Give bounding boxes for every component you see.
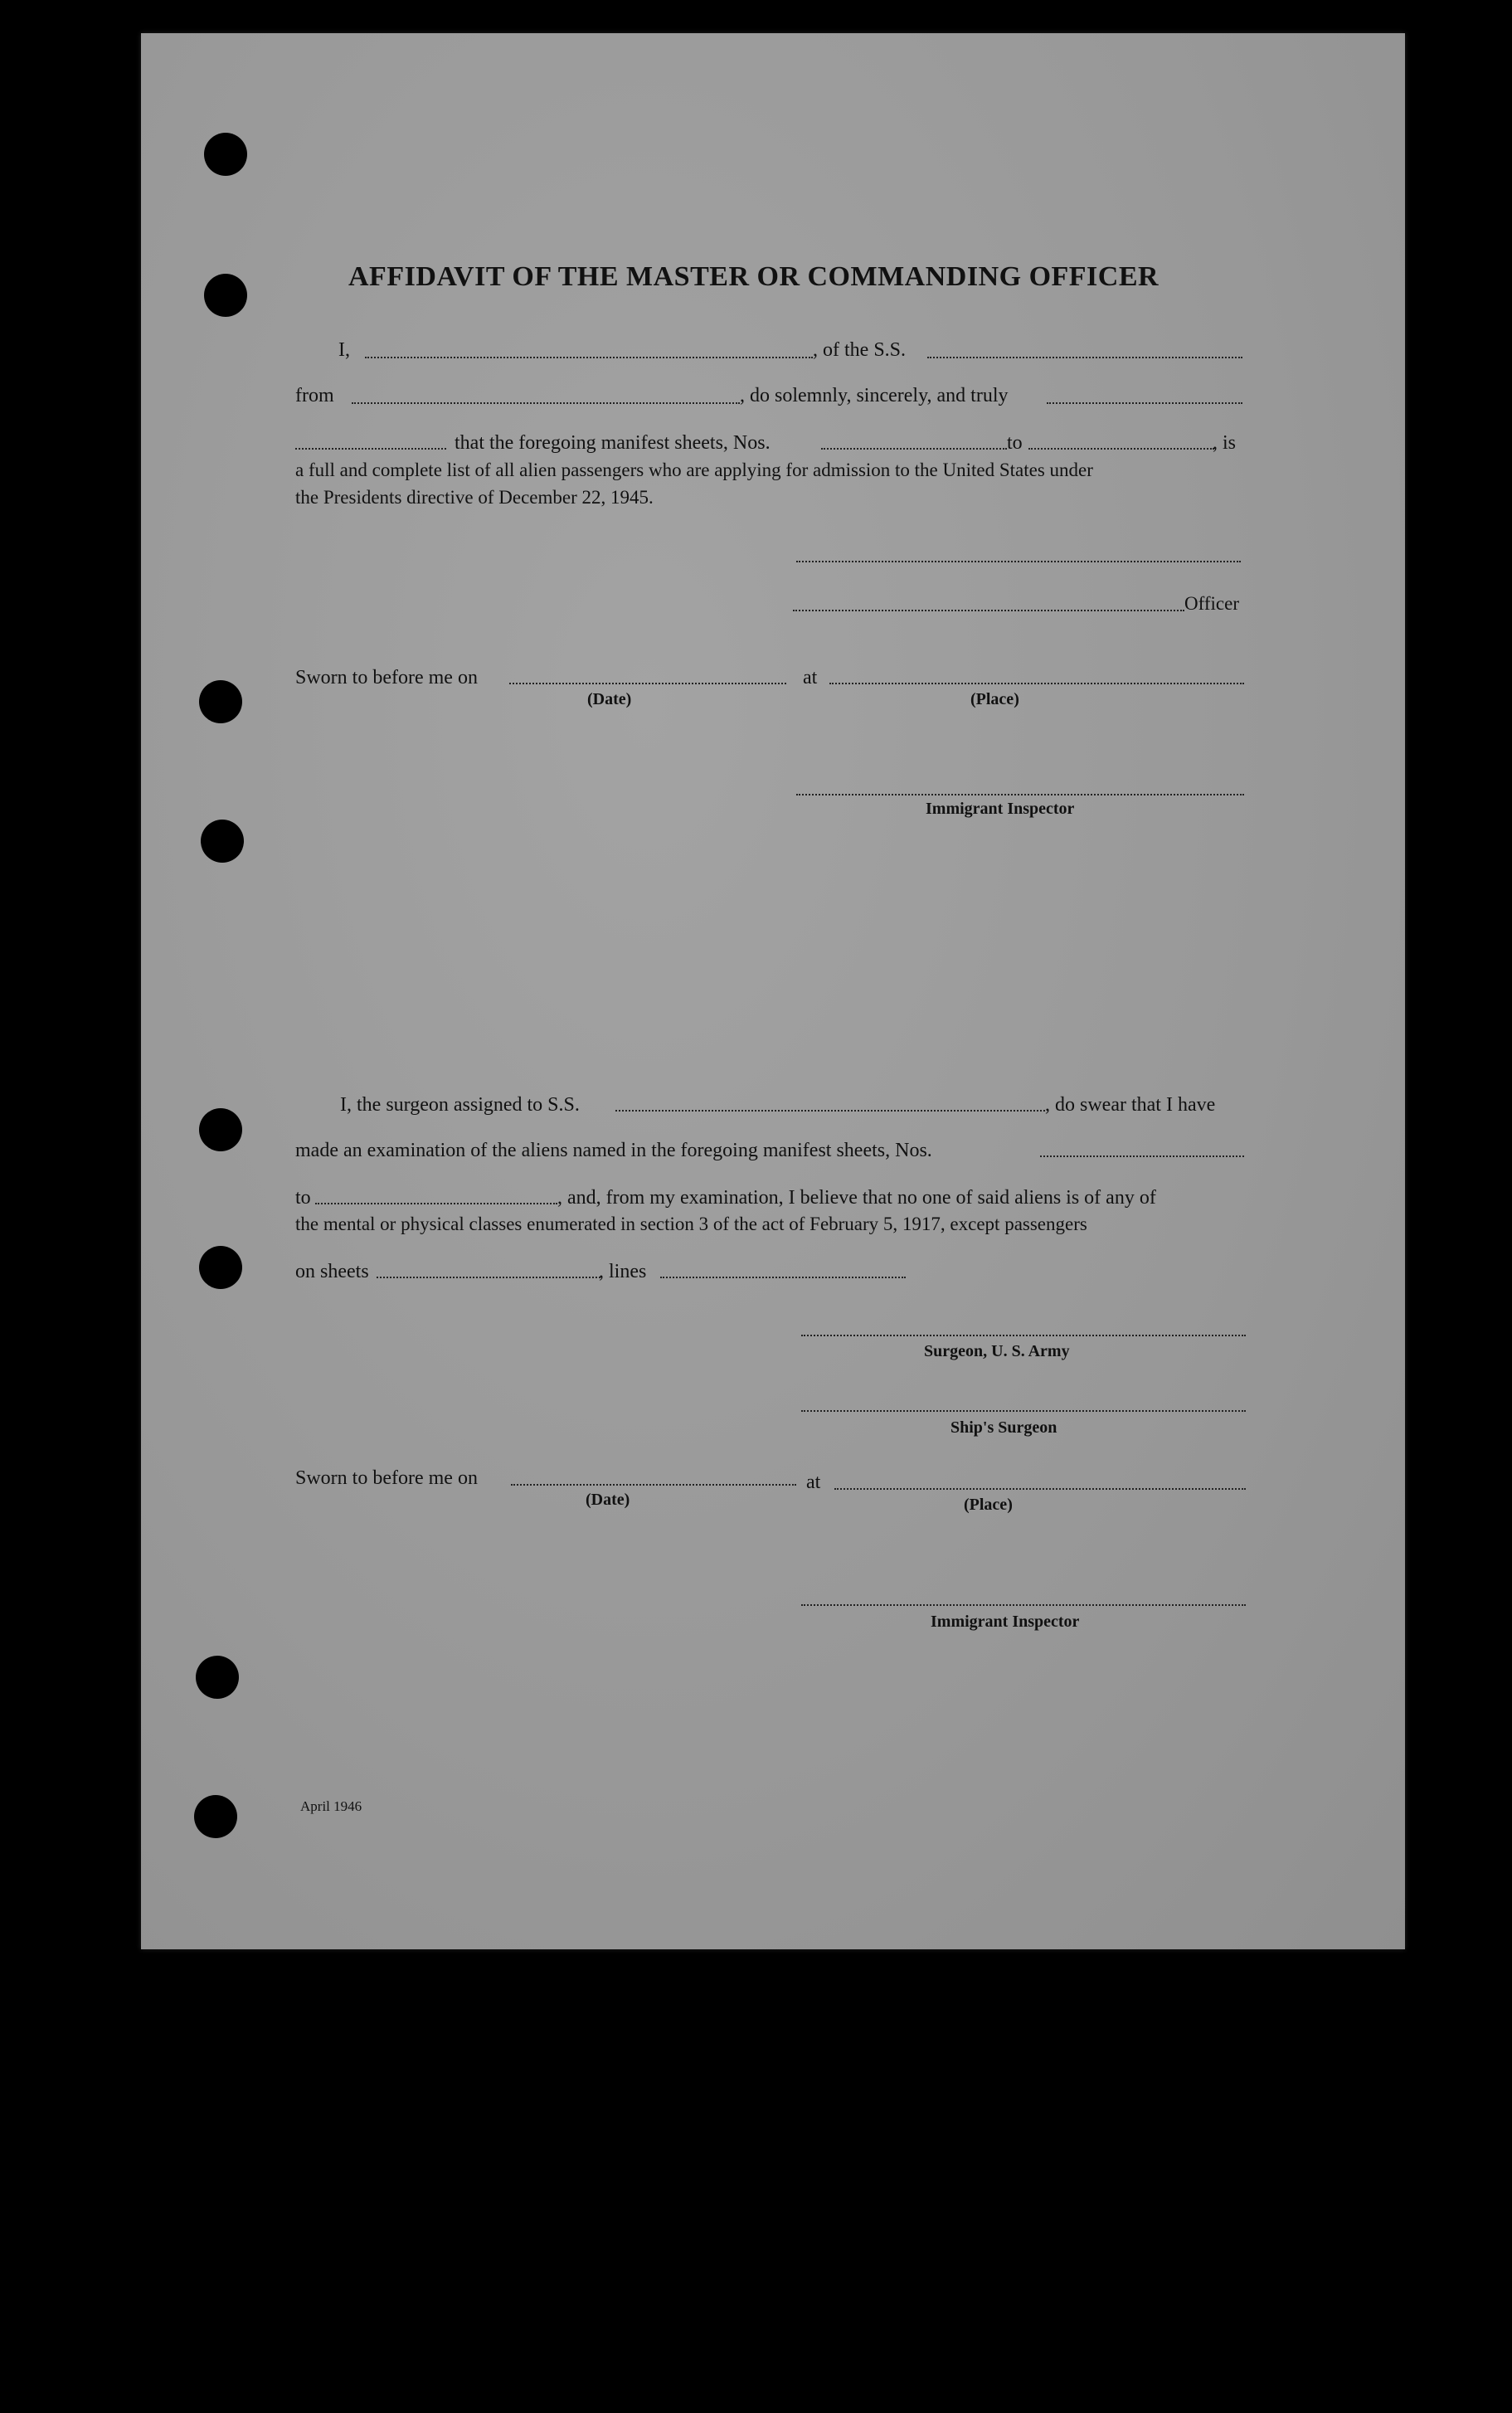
manifest-from-field[interactable] (821, 448, 1007, 450)
surgeon-manifest-to-field[interactable] (315, 1203, 557, 1204)
affidavit-title: AFFIDAVIT OF THE MASTER OR COMMANDING OFFICER (348, 261, 1160, 292)
form-sheet (141, 33, 1405, 1949)
signature-line[interactable] (796, 561, 1241, 562)
oath-verb-field[interactable] (295, 448, 446, 450)
punch-hole (204, 274, 247, 317)
surgeon-to-label: to (295, 1187, 311, 1209)
place-caption: (Place) (970, 690, 1019, 708)
inspector-caption-2: Immigrant Inspector (931, 1613, 1080, 1631)
army-surgeon-caption: Surgeon, U. S. Army (924, 1342, 1070, 1360)
at-label: at (803, 667, 818, 688)
sworn-label: Sworn to before me on (295, 667, 478, 688)
surgeon-line-4: the mental or physical classes enumerated in section 3 of the act of February 5, 1917, except passengers (295, 1214, 1087, 1234)
except-lines-field[interactable] (660, 1277, 906, 1278)
oath-field[interactable] (1047, 402, 1242, 404)
surgeon-line-1a: I, the surgeon assigned to S.S. (340, 1094, 580, 1116)
punch-hole (199, 680, 242, 723)
except-sheets-field[interactable] (377, 1277, 600, 1278)
ship-surgeon-caption: Ship's Surgeon (950, 1418, 1057, 1437)
punch-hole (201, 820, 244, 863)
punch-hole (196, 1656, 239, 1699)
army-surgeon-signature-field[interactable] (801, 1335, 1246, 1336)
affidavit-line-4: a full and complete list of all alien passengers who are applying for admission to the United States under (295, 460, 1093, 480)
to-label: to (1007, 432, 1023, 454)
inspector-signature-field-2[interactable] (801, 1604, 1246, 1606)
of-ss-label: , of the S.S. (813, 339, 907, 361)
inspector-caption: Immigrant Inspector (926, 800, 1075, 818)
from-port-field[interactable] (352, 402, 740, 404)
date-caption: (Date) (587, 690, 632, 708)
punch-hole (199, 1108, 242, 1151)
date-caption-2: (Date) (586, 1491, 630, 1509)
sworn-date-field[interactable] (509, 683, 786, 684)
sworn-place-field-2[interactable] (834, 1488, 1246, 1490)
punch-hole (204, 133, 247, 176)
officer-signature-field[interactable] (793, 610, 1184, 611)
officer-label: Officer (1184, 593, 1239, 614)
solemnly-label: , do solemnly, sincerely, and truly (740, 385, 1009, 406)
surgeon-line-3: , and, from my examination, I believe that no one of said aliens is of any of (557, 1187, 1156, 1209)
from-label: from (295, 385, 334, 406)
surgeon-line-1b: , do swear that I have (1045, 1094, 1216, 1116)
affidavit-line-5: the Presidents directive of December 22, 1945. (295, 487, 654, 508)
on-sheets-label: on sheets (295, 1261, 369, 1282)
ship-name-field[interactable] (927, 357, 1242, 358)
master-name-field[interactable] (365, 357, 813, 358)
form-date: April 1946 (300, 1798, 362, 1814)
sworn-date-field-2[interactable] (511, 1484, 796, 1486)
sworn-label-2: Sworn to before me on (295, 1467, 478, 1489)
punch-hole (194, 1795, 237, 1838)
manifest-sheets-label: that the foregoing manifest sheets, Nos. (455, 432, 771, 454)
is-label: , is (1213, 432, 1237, 454)
manifest-to-field[interactable] (1028, 448, 1214, 450)
affidavit-i-label: I, (338, 339, 350, 361)
surgeon-ship-field[interactable] (615, 1110, 1045, 1112)
inspector-signature-field[interactable] (796, 794, 1244, 795)
punch-hole (199, 1246, 242, 1289)
place-caption-2: (Place) (964, 1496, 1013, 1514)
ship-surgeon-signature-field[interactable] (801, 1410, 1246, 1412)
at-label-2: at (806, 1472, 821, 1493)
lines-label: , lines (599, 1261, 647, 1282)
surgeon-line-2: made an examination of the aliens named in the foregoing manifest sheets, Nos. (295, 1140, 932, 1161)
surgeon-manifest-from-field[interactable] (1040, 1155, 1244, 1157)
sworn-place-field[interactable] (829, 683, 1244, 684)
